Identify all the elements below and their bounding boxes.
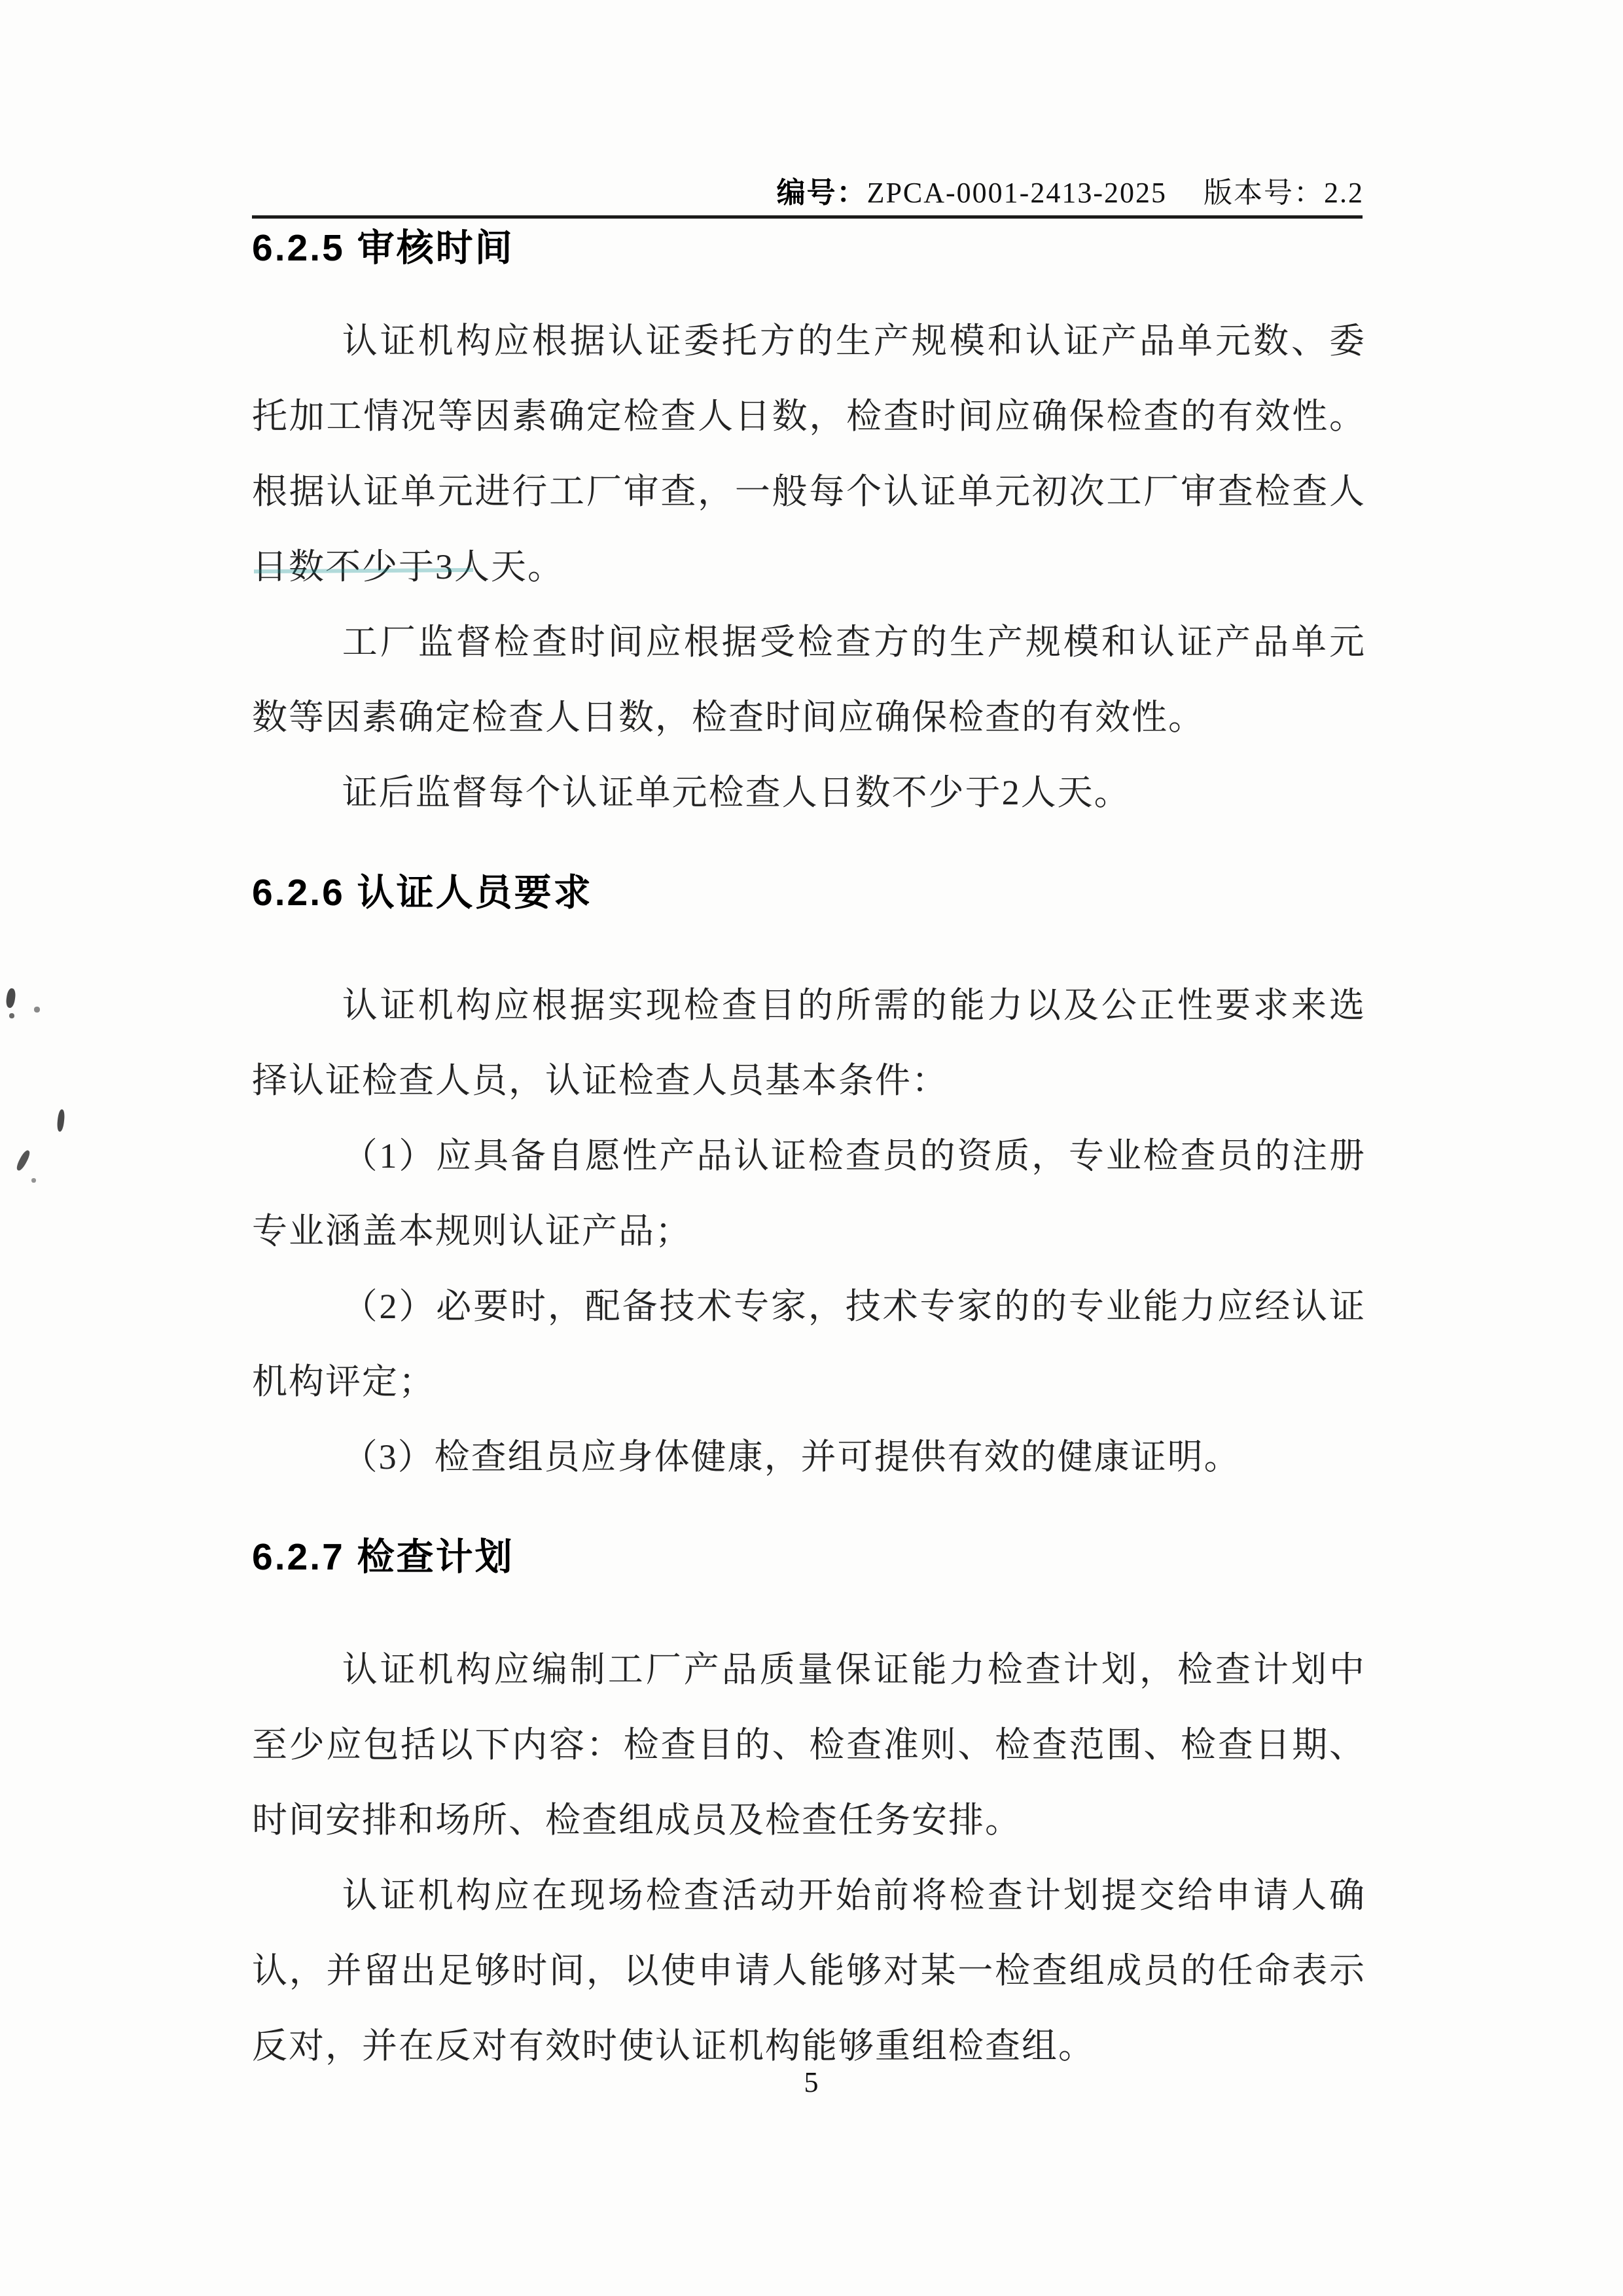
- scan-artifact: [31, 1178, 36, 1183]
- paragraph: 认证机构应根据实现检查目的所需的能力以及公正性要求来选择认证检查人员，认证检查人员基本条件：: [252, 986, 1366, 1100]
- paragraph: （1）应具备自愿性产品认证检查员的资质，专业检查员的注册专业涵盖本规则认证产品；: [252, 1136, 1366, 1251]
- scan-artifact: [15, 1149, 32, 1172]
- paragraph: （2）必要时，配备技术专家，技术专家的的专业能力应经认证机构评定；: [252, 1287, 1366, 1401]
- document-body: [252, 220, 1366, 2084]
- page-number: 5: [804, 2066, 819, 2098]
- scan-artifact: [34, 1007, 40, 1013]
- scan-artifact: [9, 1013, 14, 1018]
- paragraph: 认证机构应编制工厂产品质量保证能力检查计划，检查计划中至少应包括以下内容：检查目的、检查准则、检查范围、检查日期、时间安排和场所、检查组成员及检查任务安排。: [252, 1650, 1366, 1840]
- section-heading: 6.2.6 认证人员要求: [252, 872, 593, 914]
- paragraph: 认证机构应根据认证委托方的生产规模和认证产品单元数、委托加工情况等因素确定检查人日数，检查时间应确保检查的有效性。根据认证单元进行工厂审查，一般每个认证单元初次工厂审查检查人日数不少于3人天。: [252, 321, 1366, 586]
- doc-number-label: 编号：: [776, 177, 867, 209]
- paragraph: 证后监督每个认证单元检查人日数不少于2人天。: [342, 773, 1131, 812]
- section-6-2-6: [252, 870, 1366, 1495]
- section-heading: 6.2.5 审核时间: [252, 227, 514, 269]
- paragraph: （3）检查组员应身体健康，并可提供有效的健康证明。: [342, 1437, 1241, 1477]
- version-label: 版本号：: [1204, 177, 1324, 209]
- section-heading: 6.2.7 检查计划: [252, 1536, 514, 1578]
- scan-artifact: [56, 1109, 65, 1132]
- header-rule: [252, 215, 1363, 219]
- section-6-2-5: [252, 225, 1366, 831]
- section-6-2-7: [252, 1534, 1366, 2084]
- version-number: 2.2: [1324, 177, 1364, 209]
- paragraph: 工厂监督检查时间应根据受检查方的生产规模和认证产品单元数等因素确定检查人日数，检查时间应确保检查的有效性。: [252, 622, 1366, 737]
- paragraph: 认证机构应在现场检查活动开始前将检查计划提交给申请人确认，并留出足够时间，以使申请人能够对某一检查组成员的任命表示反对，并在反对有效时使认证机构能够重组检查组。: [252, 1876, 1366, 2066]
- doc-number: ZPCA-0001-2413-2025: [866, 177, 1167, 209]
- document-header: [777, 175, 1364, 211]
- scan-artifact: [5, 988, 16, 1009]
